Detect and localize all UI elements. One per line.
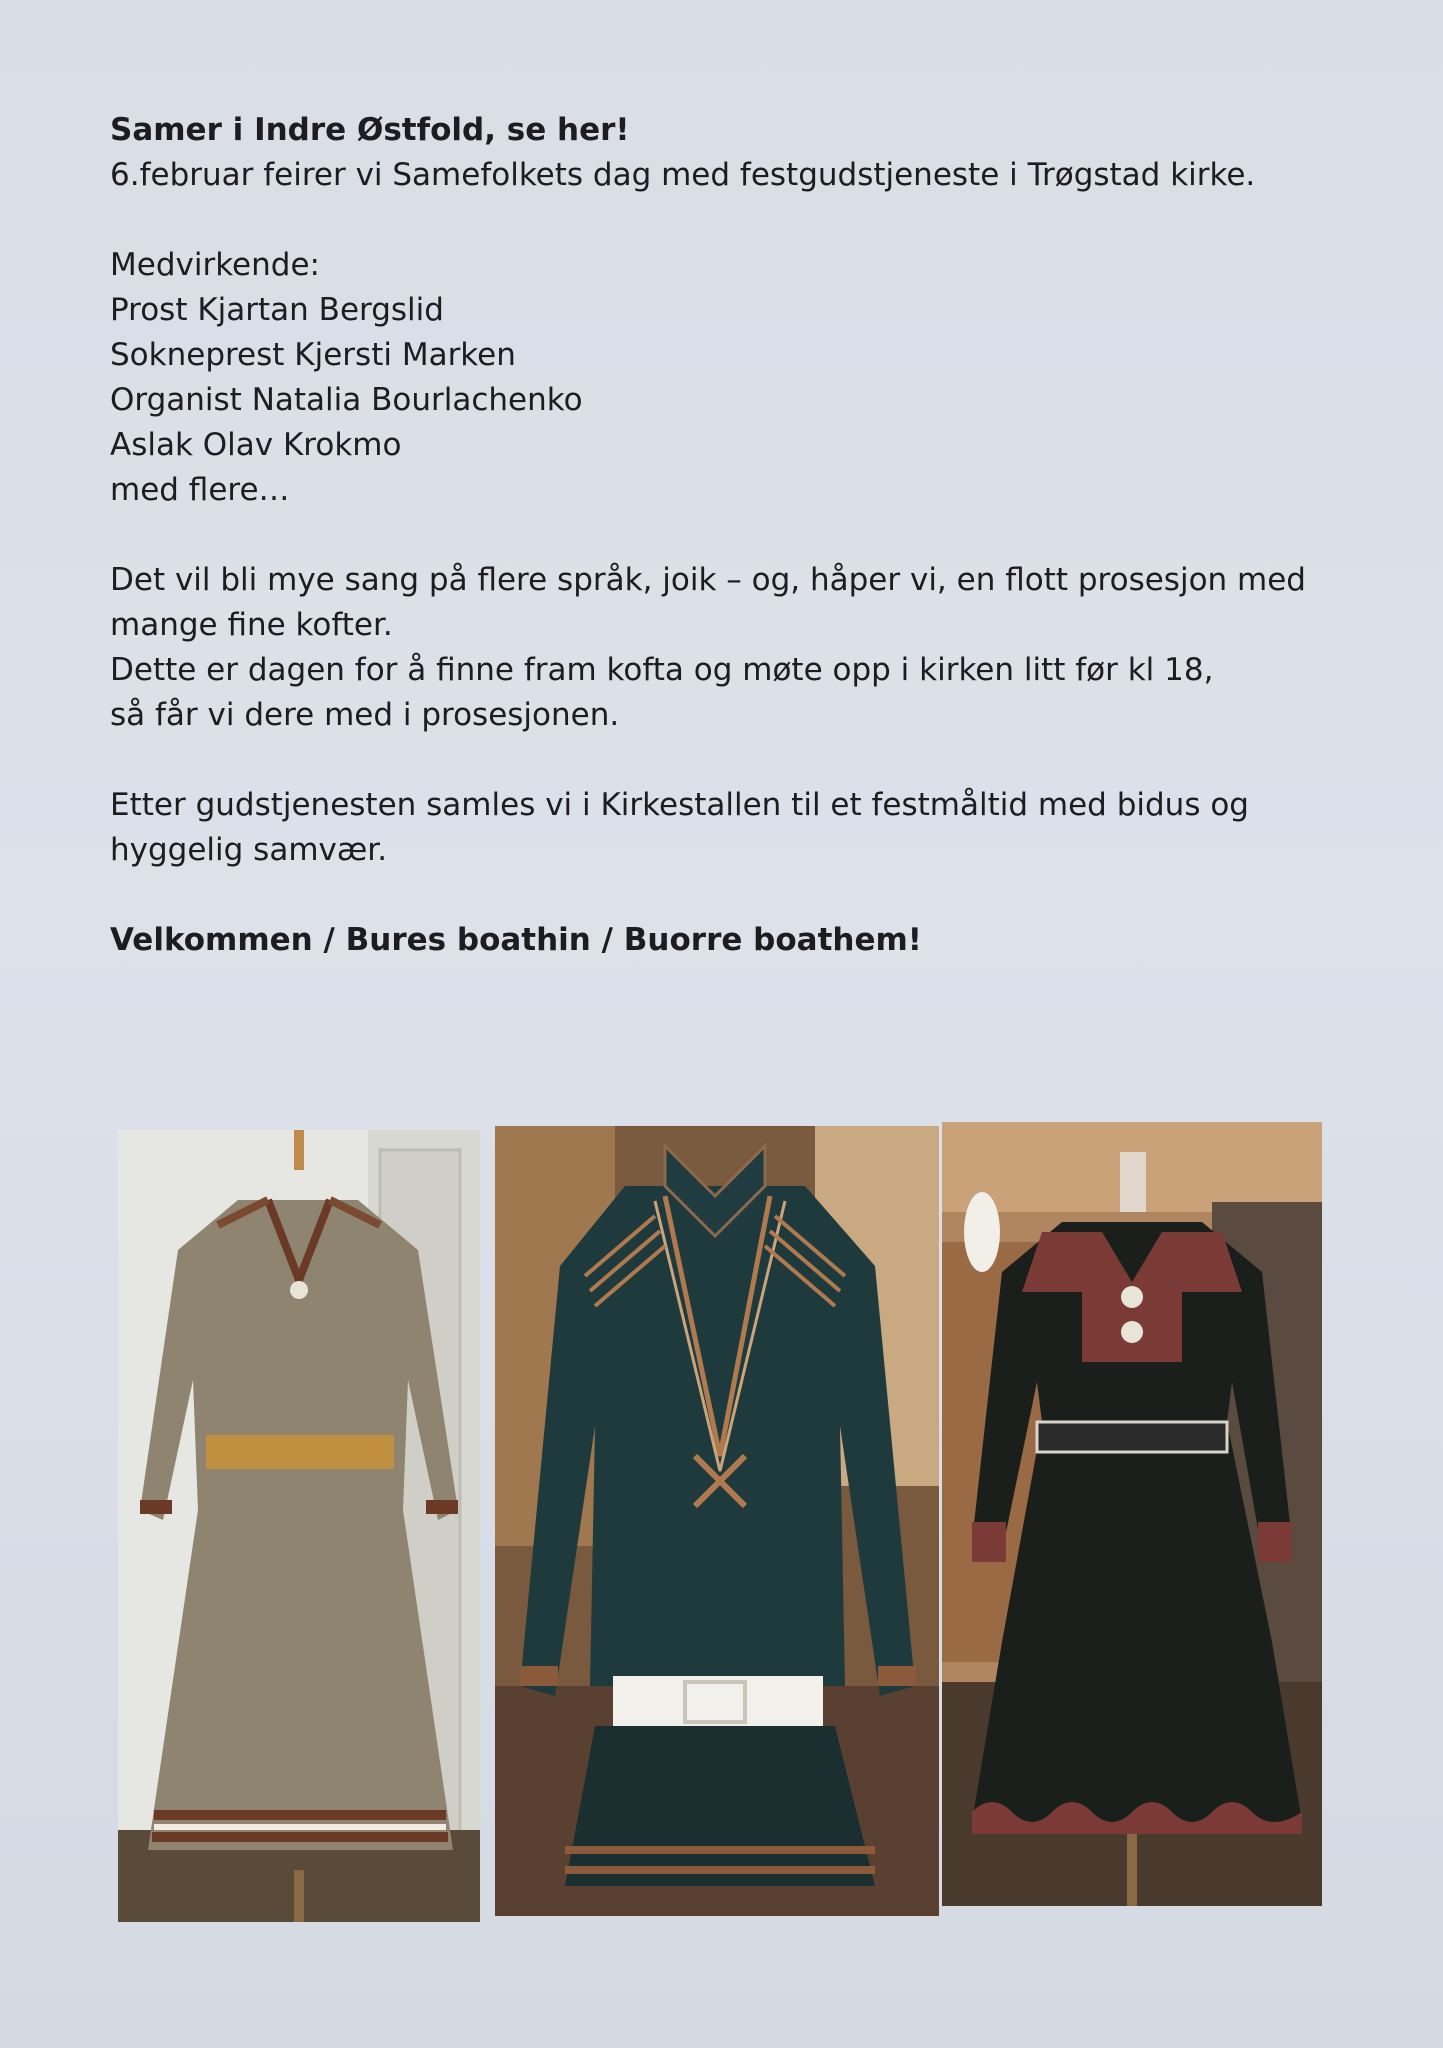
participant: Prost Kjartan Bergslid <box>110 292 444 328</box>
participant: med flere… <box>110 472 290 508</box>
blue-kofte-tunic-photo <box>495 1126 939 1916</box>
intro-line: 6.februar feirer vi Samefolkets dag med festgudstjeneste i Trøgstad kirke. <box>110 157 1256 193</box>
paragraph-line: hyggelig samvær. <box>110 832 388 868</box>
paragraph-line: så får vi dere med i prosesjonen. <box>110 697 620 733</box>
paragraph-line: Dette er dagen for å finne fram kofta og møte opp i kirken litt før kl 18, <box>110 652 1214 688</box>
participants-label: Medvirkende: <box>110 247 320 283</box>
participant: Organist Natalia Bourlachenko <box>110 382 583 418</box>
paragraph-line: Etter gudstjenesten samles vi i Kirkestallen til et festmåltid med bidus og <box>110 787 1249 823</box>
heading: Samer i Indre Østfold, se her! <box>110 112 630 148</box>
participant: Sokneprest Kjersti Marken <box>110 337 516 373</box>
closing-greeting: Velkommen / Bures boathin / Buorre boathem! <box>110 922 922 958</box>
photo-strip <box>118 1122 1338 1924</box>
black-red-kofte-dress-photo <box>942 1122 1322 1906</box>
paragraph-line: mange fine kofter. <box>110 607 393 643</box>
poster-text <box>110 108 1350 963</box>
participant: Aslak Olav Krokmo <box>110 427 402 463</box>
paragraph-line: Det vil bli mye sang på flere språk, joik – og, håper vi, en flott prosesjon med <box>110 562 1306 598</box>
grey-kofte-dress-photo <box>118 1130 480 1922</box>
